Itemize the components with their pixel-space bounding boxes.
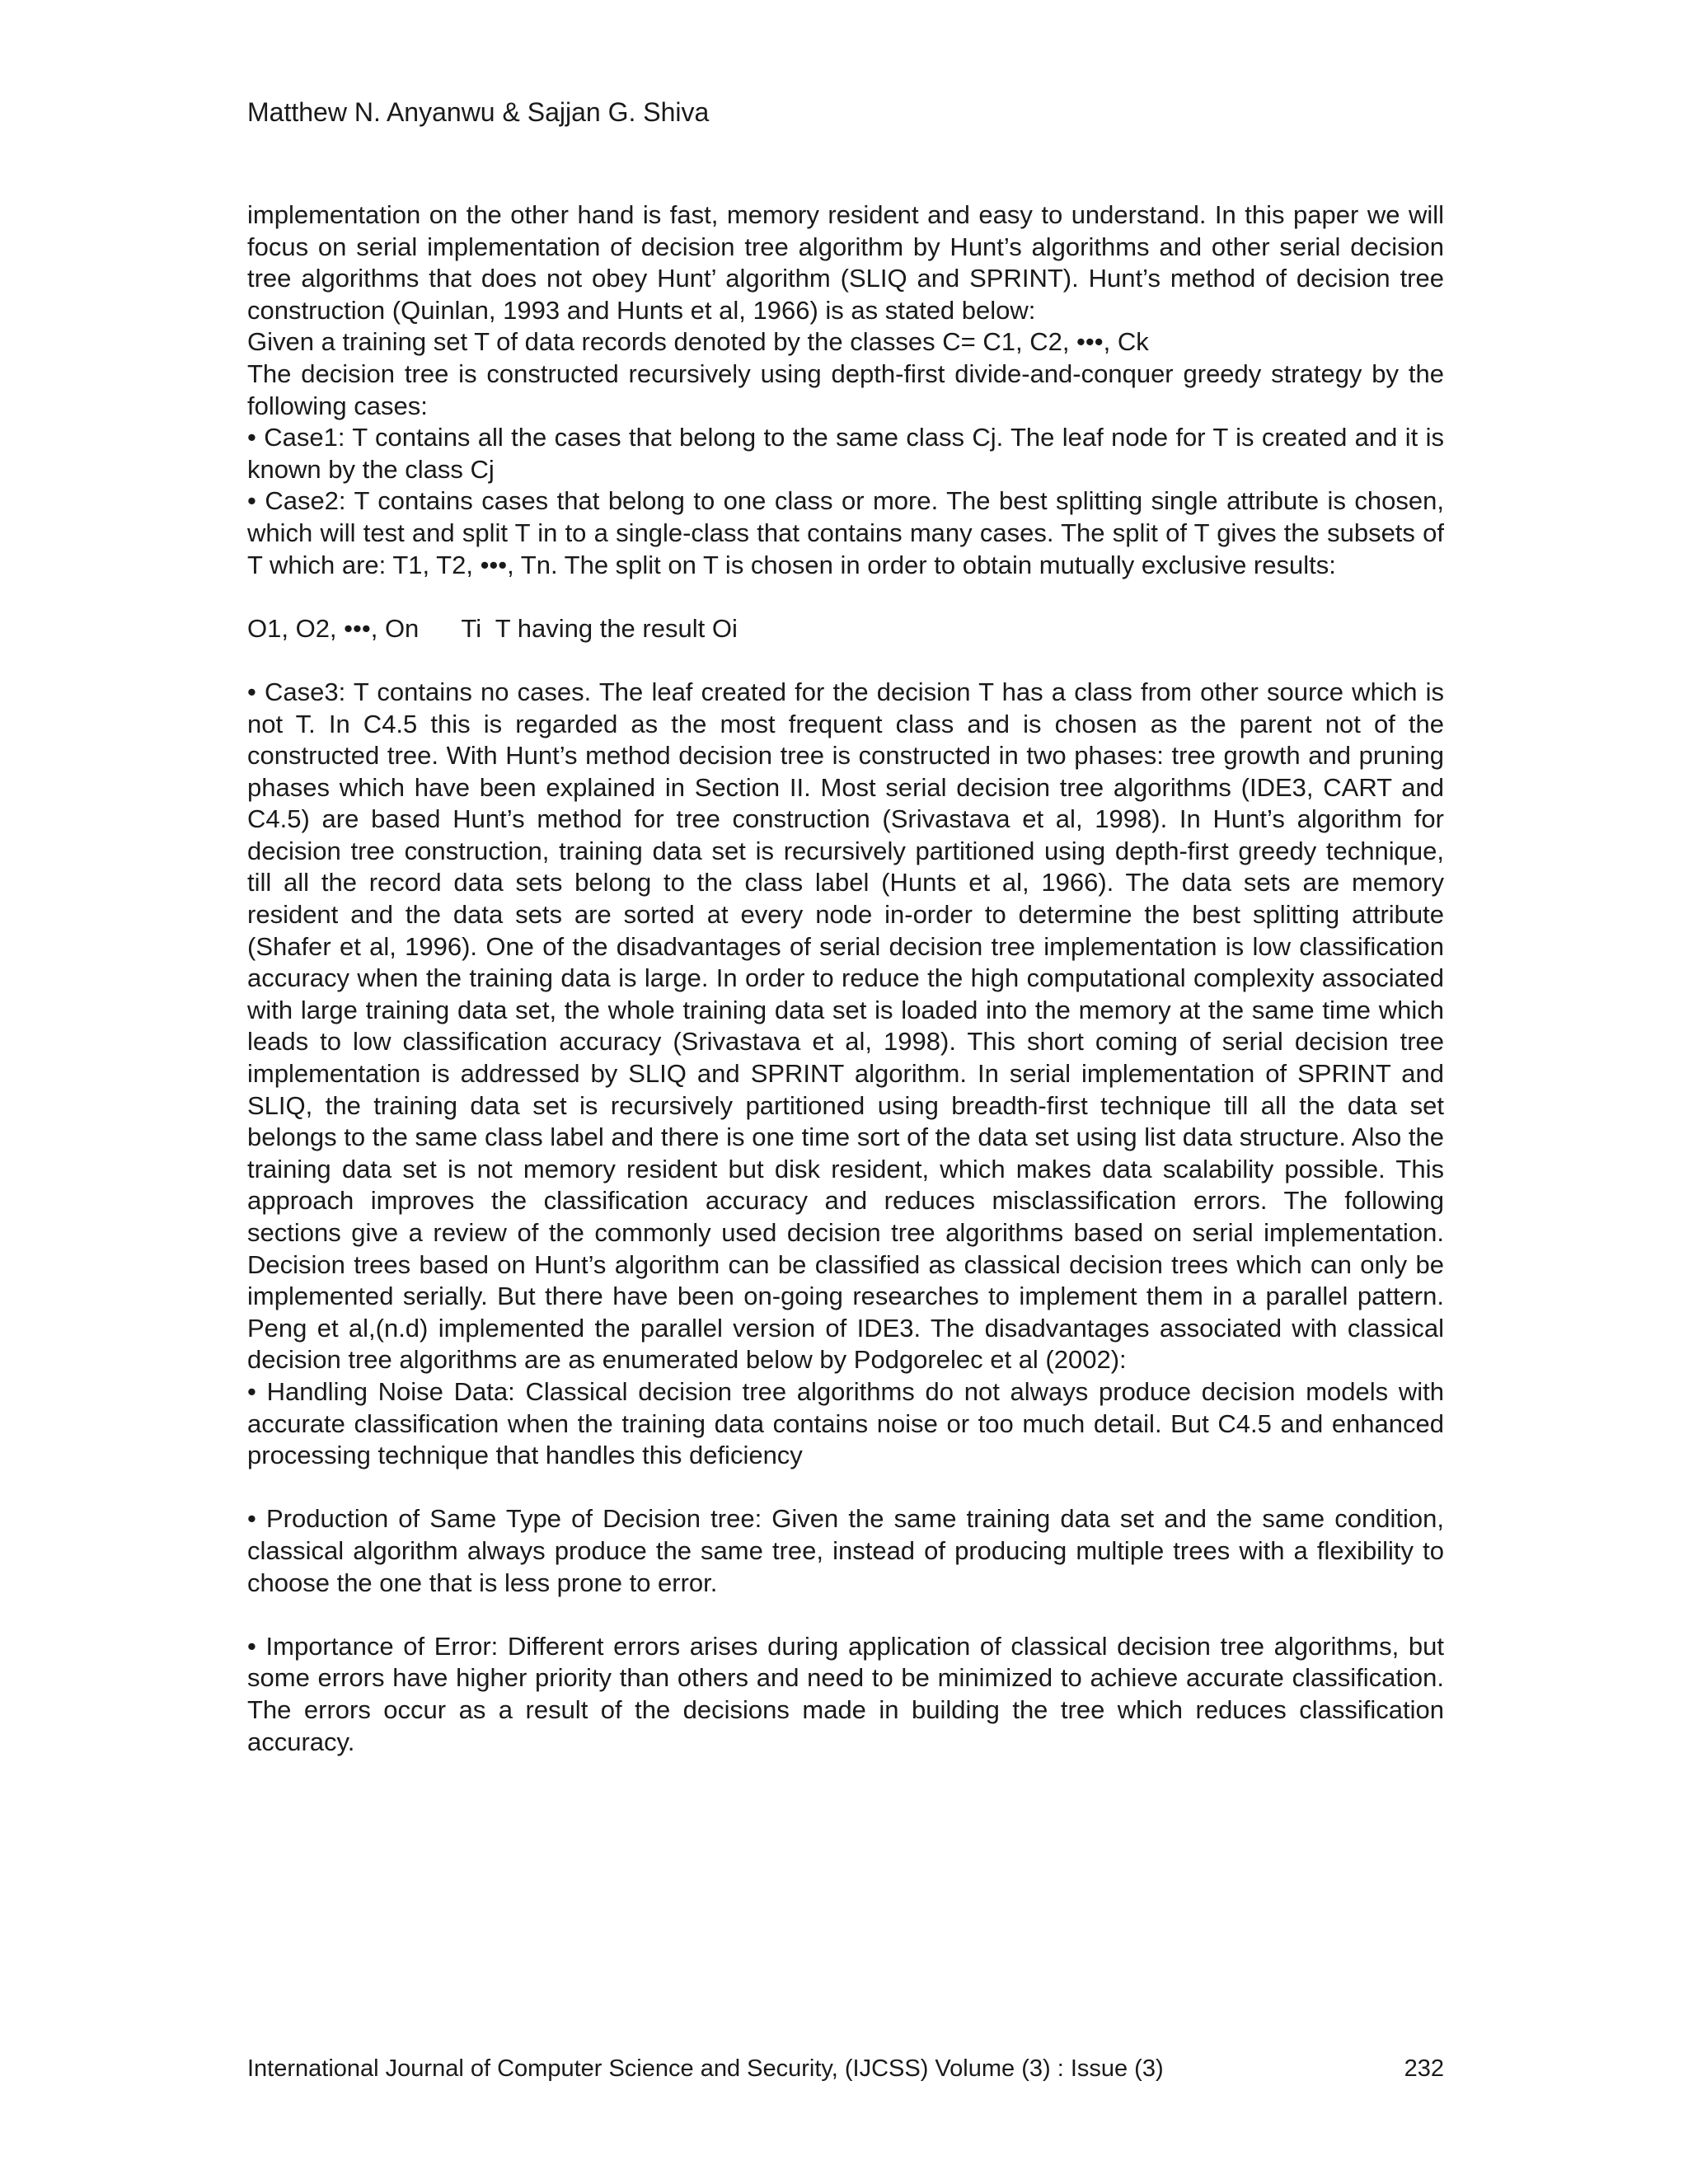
paragraph-recursive-construction: The decision tree is constructed recursively using depth-first divide-and-conquer greedy strategy by the following cases: (247, 359, 1444, 420)
bullet-case1: • Case1: T contains all the cases that belong to the same class Cj. The leaf node for T is created and it is known by the class Cj (247, 423, 1444, 484)
paragraph-intro: implementation on the other hand is fast, memory resident and easy to understand. In this paper we will focus on serial implementation of decision tree algorithm by Hunt’s algorithms and other serial decision tree algorithms that does not obey Hunt’ algorithm (SLIQ and SPRINT). Hunt’s method of decision tree construction (Quinlan, 1993 and Hunts et al, 1966) is as stated below: (247, 200, 1444, 325)
page-number: 232 (1404, 2055, 1444, 2082)
paragraph-training-set: Given a training set T of data records denoted by the classes C= C1, C2, •••, Ck (247, 327, 1149, 357)
split-result-formula: O1, O2, •••, On Ti T having the result Oi (247, 613, 738, 643)
journal-citation: International Journal of Computer Science and Security, (IJCSS) Volume (3) : Issue (3) (247, 2055, 1164, 2082)
running-header-authors: Matthew N. Anyanwu & Sajjan G. Shiva (247, 97, 710, 127)
bullet-case2: • Case2: T contains cases that belong to one class or more. The best splitting single attribute is chosen, which will test and split T in to a single-class that contains many cases. The split of T gives the subsets of T which are: T1, T2, •••, Tn. The split on T is chosen in order to obtain mutually exclusive results: (247, 486, 1444, 579)
body-text (247, 199, 1444, 1758)
bullet-same-type-decision-tree: • Production of Same Type of Decision tree: Given the same training data set and the same condition, classical algorithm always produce the same tree, instead of producing multiple trees with a flexibility to choose the one that is less prone to error. (247, 1504, 1444, 1597)
spacer (247, 1599, 1444, 1631)
bullet-importance-of-error: • Importance of Error: Different errors arises during application of classical decision tree algorithms, but some errors have higher priority than others and need to be minimized to achieve accurate classification. The errors occur as a result of the decisions made in building the tree which reduces classification accuracy. (247, 1631, 1444, 1756)
page-footer (247, 2054, 1444, 2083)
bullet-handling-noise-data: • Handling Noise Data: Classical decision tree algorithms do not always produce decision models with accurate classification when the training data contains noise or too much detail. But C4.5 and enhanced processing technique that handles this deficiency (247, 1376, 1444, 1470)
spacer (247, 644, 1444, 677)
bullet-case3: • Case3: T contains no cases. The leaf created for the decision T has a class from other source which is not T. In C4.5 this is regarded as the most frequent class and is chosen as the parent not of the constructed tree. With Hunt’s method decision tree is constructed in two phases: tree growth and pruning phases which have been explained in Section II. Most serial decision tree algorithms (IDE3, CART and C4.5) are based Hunt’s method for tree construction (Srivastava et al, 1998). In Hunt’s algorithm for decision tree construction, training data set is recursively partitioned using depth-first greedy technique, till all the record data sets belong to the class label (Hunts et al, 1966). The data sets are memory resident and the data sets are sorted at every node in-order to determine the best splitting attribute (Shafer et al, 1996). One of the disadvantages of serial decision tree implementation is low classification accuracy when the training data is large. In order to reduce the high computational complexity associated with large training data set, the whole training data set is loaded into the memory at the same time which leads to low classification accuracy (Srivastava et al, 1998). This short coming of serial decision tree implementation is addressed by SLIQ and SPRINT algorithm. In serial implementation of SPRINT and SLIQ, the training data set is recursively partitioned using breadth-first technique till all the data set belongs to the same class label and there is one time sort of the data set using list data structure. Also the training data set is not memory resident but disk resident, which makes data scalability possible. This approach improves the classification accuracy and reduces misclassification errors. The following sections give a review of the commonly used decision tree algorithms based on serial implementation. Decision trees based on Hunt’s algorithm can be classified as classical decision trees which can only be implemented serially. But there have been on-going researches to implement them in a parallel pattern. Peng et al,(n.d) implemented the parallel version of IDE3. The disadvantages associated with classical decision tree algorithms are as enumerated below by Podgorelec et al (2002): (247, 677, 1444, 1375)
spacer (247, 581, 1444, 613)
spacer (247, 1472, 1444, 1504)
